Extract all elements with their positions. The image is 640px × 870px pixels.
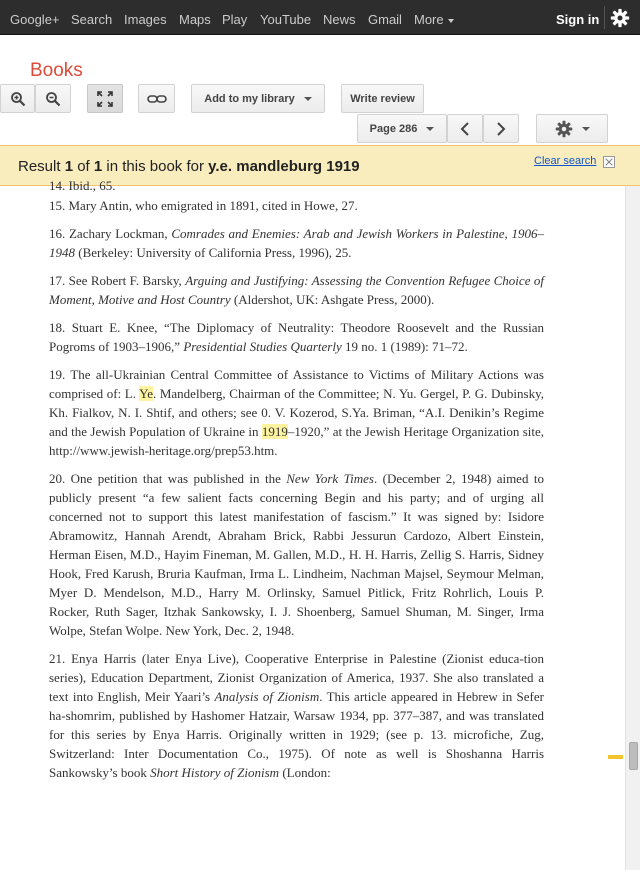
more-label: More [414, 12, 444, 27]
note-21-title: Analysis of Zionism [214, 689, 320, 704]
page-select-label: Page 286 [369, 122, 418, 135]
prev-page-button[interactable] [447, 114, 483, 143]
page-select[interactable] [357, 114, 447, 143]
note-15: 15. Mary Antin, who emigrated in 1891, cited in Howe, 27. [49, 198, 358, 213]
chevron-left-icon [460, 122, 470, 136]
note-20-text: 20. One petition that was published in the [49, 471, 287, 486]
scrollbar-thumb[interactable] [629, 742, 638, 770]
write-review-button[interactable] [341, 84, 424, 113]
gbar-link-search[interactable]: Search [71, 12, 113, 27]
note-16-citation: (Berkeley: University of California Press, 1996), 25. [75, 245, 352, 260]
note-20-title: New York Times [286, 471, 374, 486]
gbar-link-googleplus[interactable]: Google+ [10, 12, 60, 27]
next-page-button[interactable] [483, 114, 519, 143]
note-21 [49, 649, 544, 782]
note-21-text-2: . This article appeared in Hebrew in Sefer ha-shomrim, published by Hashomer Hatzair, Warsaw 1934, pp. 377–387, and was translated for this series by Enya Harris. Originally written in 1929; (see p. 13. microfiche, Zug, Switzerland: Inter Documentation Co., 1975). Of note as well is Shoshanna Harris Sankowsky’s book [49, 689, 544, 780]
search-hit-marker[interactable] [608, 755, 623, 759]
note-19 [49, 365, 544, 460]
chevron-down-icon [582, 127, 590, 131]
note-21-text: 21. Enya Harris (later Enya Live), Cooperative Enterprise in Palestine (Zionist educa-tion series), Education Department, Zionist Organization of America, 1937. She also translated a text into English, Meir Yaari’s [49, 651, 544, 704]
gbar-divider [604, 6, 605, 29]
gbar-link-maps[interactable]: Maps [179, 12, 211, 27]
note-20-text-2: . (December 2, 1948) aimed to publicly present “a few salient facts concerning Begin and his party; and of urging all concerned not to support this latest manifestation of fascism.” It was signed by: Isidore Abramowitz, Hannah Arendt, Abraham Brick, Rabbi Jessurun Cardozo, Albert Einstein, Herman Eisen, M.D., Hayim Fineman, M. Gallen, M.D., H. H. Harris, Zellig S. Harris, Sidney Hook, Fred Karush, Bruria Kaufman, Irma L. Lindheim, Nachman Majsel, Seymour Melman, Myer D. Mendelson, M.D., Harry M. Orlinsky, Samuel Pitlick, Fritz Rohrlich, Louis P. Rocker, Ruth Sager, Itzhak Sankowsky, I. J. Shoenberg, Samuel Shuman, M. Singer, Irma Wolpe, Stefan Wolpe. New York, Dec. 2, 1948. [49, 471, 544, 638]
result-mid: in this book for [106, 158, 204, 175]
gbar-link-more[interactable] [414, 12, 454, 27]
note-18-text: 18. Stuart E. Knee, “The Diplomacy of Neutrality: Theodore Roosevelt and the Russian Pogroms of 1903–1906,” [49, 320, 544, 354]
chevron-right-icon [496, 122, 506, 136]
book-page [49, 178, 545, 791]
link-button[interactable] [138, 84, 175, 113]
sign-in-link[interactable]: Sign in [556, 12, 600, 27]
link-icon [147, 93, 167, 105]
gbar-link-play[interactable]: Play [222, 12, 248, 27]
gbar-link-news[interactable]: News [323, 12, 356, 27]
result-of: of [77, 158, 90, 175]
note-18-citation: 19 no. 1 (1989): 71–72. [341, 339, 468, 354]
chevron-down-icon [426, 127, 434, 131]
books-title[interactable]: Books [30, 60, 83, 81]
search-highlight: 1919 [261, 424, 288, 439]
settings-menu-button[interactable] [536, 114, 608, 143]
note-17-text: 17. See Robert F. Barsky, [49, 273, 186, 288]
note-17-citation: (Aldershot, UK: Ashgate Press, 2000). [230, 292, 435, 307]
gbar-link-gmail[interactable]: Gmail [368, 12, 402, 27]
result-prefix: Result [18, 158, 61, 175]
zoom-in-button[interactable] [0, 84, 35, 113]
clear-search-link[interactable]: Clear search [534, 155, 597, 167]
note-19-text-2: . Mandelberg, Chairman of the Committee; N. Yu. Gergel, P. G. Dubinsky, Kh. Fialkov, N. I. Shtif, and others; see 0. V. Kozerod, S.Ya. Briman, “A.I. Denikin’s Regime and the Jewish Population of Ukraine in [49, 386, 545, 439]
zoom-out-button[interactable] [35, 84, 71, 113]
result-query: y.e. mandleburg 1919 [208, 158, 360, 175]
note-19-text: 19. The all-Ukrainian Central Committee of Assistance to Victims of Military Actions was comprised of: L. [49, 367, 544, 401]
note-21-title-2: Short History of Zionism [150, 765, 280, 780]
search-highlight: Ye [139, 386, 153, 401]
add-to-library-button[interactable] [191, 84, 325, 113]
gear-icon[interactable] [610, 8, 630, 28]
note-21-text-3: (London: [279, 765, 331, 780]
result-index: 1 [64, 158, 74, 175]
note-17-title: Arguing and Justifying: Assessing the Convention Refugee Choice of Moment, Motive and Host Country [49, 273, 544, 307]
google-bar [0, 0, 640, 35]
zoom-out-icon [45, 91, 61, 107]
gbar-link-youtube[interactable]: YouTube [260, 12, 312, 27]
fullscreen-icon [97, 91, 113, 107]
chevron-down-icon [304, 97, 312, 101]
add-to-library-label: Add to my library [204, 92, 295, 105]
zoom-in-icon [10, 91, 26, 107]
note-18 [49, 318, 544, 356]
note-19-text-3: –1920,” at the Jewish Heritage Organization site, http://www.jewish-heritage.org/prep53.htm. [49, 424, 544, 458]
note-16-title: Comrades and Enemies: Arab and Jewish Workers in Palestine, 1906–1948 [49, 226, 544, 260]
write-review-label: Write review [350, 92, 415, 105]
note-16-text: 16. Zachary Lockman, [49, 226, 172, 241]
gear-icon [555, 120, 573, 138]
note-14: 14. Ibid., 65. [49, 178, 116, 193]
result-text [18, 158, 360, 175]
note-17 [49, 271, 544, 309]
note-20 [49, 469, 544, 640]
fullscreen-button[interactable] [87, 84, 123, 113]
note-18-title: Presidential Studies Quarterly [183, 339, 342, 354]
more-caret-icon [448, 19, 454, 23]
gbar-link-images[interactable]: Images [124, 12, 167, 27]
result-total: 1 [93, 158, 103, 175]
note-16 [49, 224, 544, 262]
close-icon[interactable] [603, 156, 615, 168]
